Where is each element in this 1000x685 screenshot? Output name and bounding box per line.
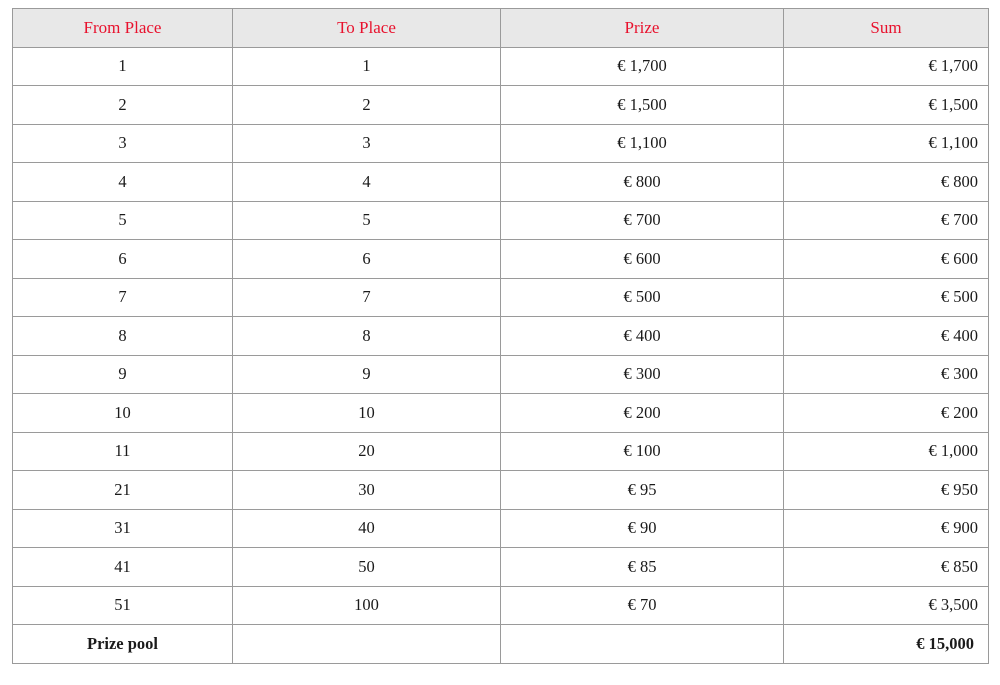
table-row [13, 548, 989, 587]
cell-sum: € 200 [784, 394, 989, 433]
cell-sum: € 300 [784, 355, 989, 394]
cell-prize: € 400 [501, 317, 784, 356]
table-row [13, 432, 989, 471]
cell-from-place: 6 [13, 240, 233, 279]
cell-prize-pool-prize [501, 625, 784, 664]
cell-prize: € 70 [501, 586, 784, 625]
cell-from-place: 1 [13, 47, 233, 86]
cell-prize: € 90 [501, 509, 784, 548]
cell-to-place: 3 [233, 124, 501, 163]
cell-prize: € 95 [501, 471, 784, 510]
cell-to-place: 7 [233, 278, 501, 317]
column-header-sum: Sum [784, 9, 989, 48]
table-row [13, 47, 989, 86]
table-row [13, 471, 989, 510]
table-header [13, 9, 989, 48]
table-row [13, 394, 989, 433]
cell-prize: € 300 [501, 355, 784, 394]
cell-from-place: 11 [13, 432, 233, 471]
cell-sum: € 1,000 [784, 432, 989, 471]
cell-from-place: 31 [13, 509, 233, 548]
cell-to-place: 10 [233, 394, 501, 433]
cell-to-place: 30 [233, 471, 501, 510]
cell-prize: € 100 [501, 432, 784, 471]
cell-from-place: 3 [13, 124, 233, 163]
cell-sum: € 1,500 [784, 86, 989, 125]
cell-from-place: 4 [13, 163, 233, 202]
column-header-prize: Prize [501, 9, 784, 48]
cell-from-place: 8 [13, 317, 233, 356]
cell-to-place: 20 [233, 432, 501, 471]
cell-prize: € 1,100 [501, 124, 784, 163]
cell-to-place: 5 [233, 201, 501, 240]
table-row [13, 124, 989, 163]
cell-to-place: 1 [233, 47, 501, 86]
cell-from-place: 51 [13, 586, 233, 625]
cell-sum: € 950 [784, 471, 989, 510]
table-row [13, 86, 989, 125]
cell-prize: € 1,500 [501, 86, 784, 125]
table-row [13, 317, 989, 356]
cell-from-place: 7 [13, 278, 233, 317]
cell-prize: € 800 [501, 163, 784, 202]
table-row [13, 201, 989, 240]
cell-sum: € 400 [784, 317, 989, 356]
column-header-from-place: From Place [13, 9, 233, 48]
cell-to-place: 2 [233, 86, 501, 125]
cell-from-place: 2 [13, 86, 233, 125]
table-header-row [13, 9, 989, 48]
cell-sum: € 600 [784, 240, 989, 279]
cell-prize-pool-sum: € 15,000 [784, 625, 989, 664]
table-row [13, 163, 989, 202]
cell-to-place: 40 [233, 509, 501, 548]
cell-prize-pool-to [233, 625, 501, 664]
cell-from-place: 5 [13, 201, 233, 240]
cell-prize: € 700 [501, 201, 784, 240]
cell-to-place: 9 [233, 355, 501, 394]
cell-sum: € 1,100 [784, 124, 989, 163]
table-row [13, 240, 989, 279]
cell-sum: € 850 [784, 548, 989, 587]
column-header-to-place: To Place [233, 9, 501, 48]
table-row [13, 586, 989, 625]
cell-sum: € 500 [784, 278, 989, 317]
cell-prize: € 600 [501, 240, 784, 279]
table-body [13, 47, 989, 663]
cell-to-place: 4 [233, 163, 501, 202]
cell-from-place: 9 [13, 355, 233, 394]
table-row [13, 355, 989, 394]
cell-to-place: 50 [233, 548, 501, 587]
cell-from-place: 10 [13, 394, 233, 433]
cell-prize: € 500 [501, 278, 784, 317]
cell-prize: € 85 [501, 548, 784, 587]
cell-sum: € 800 [784, 163, 989, 202]
cell-prize: € 200 [501, 394, 784, 433]
cell-sum: € 1,700 [784, 47, 989, 86]
table-row [13, 509, 989, 548]
cell-from-place: 21 [13, 471, 233, 510]
cell-sum: € 700 [784, 201, 989, 240]
cell-to-place: 100 [233, 586, 501, 625]
cell-sum: € 3,500 [784, 586, 989, 625]
cell-sum: € 900 [784, 509, 989, 548]
prize-distribution-table [12, 8, 989, 664]
cell-to-place: 6 [233, 240, 501, 279]
cell-to-place: 8 [233, 317, 501, 356]
cell-prize: € 1,700 [501, 47, 784, 86]
table-row [13, 278, 989, 317]
prize-pool-row [13, 625, 989, 664]
cell-prize-pool-label: Prize pool [13, 625, 233, 664]
cell-from-place: 41 [13, 548, 233, 587]
